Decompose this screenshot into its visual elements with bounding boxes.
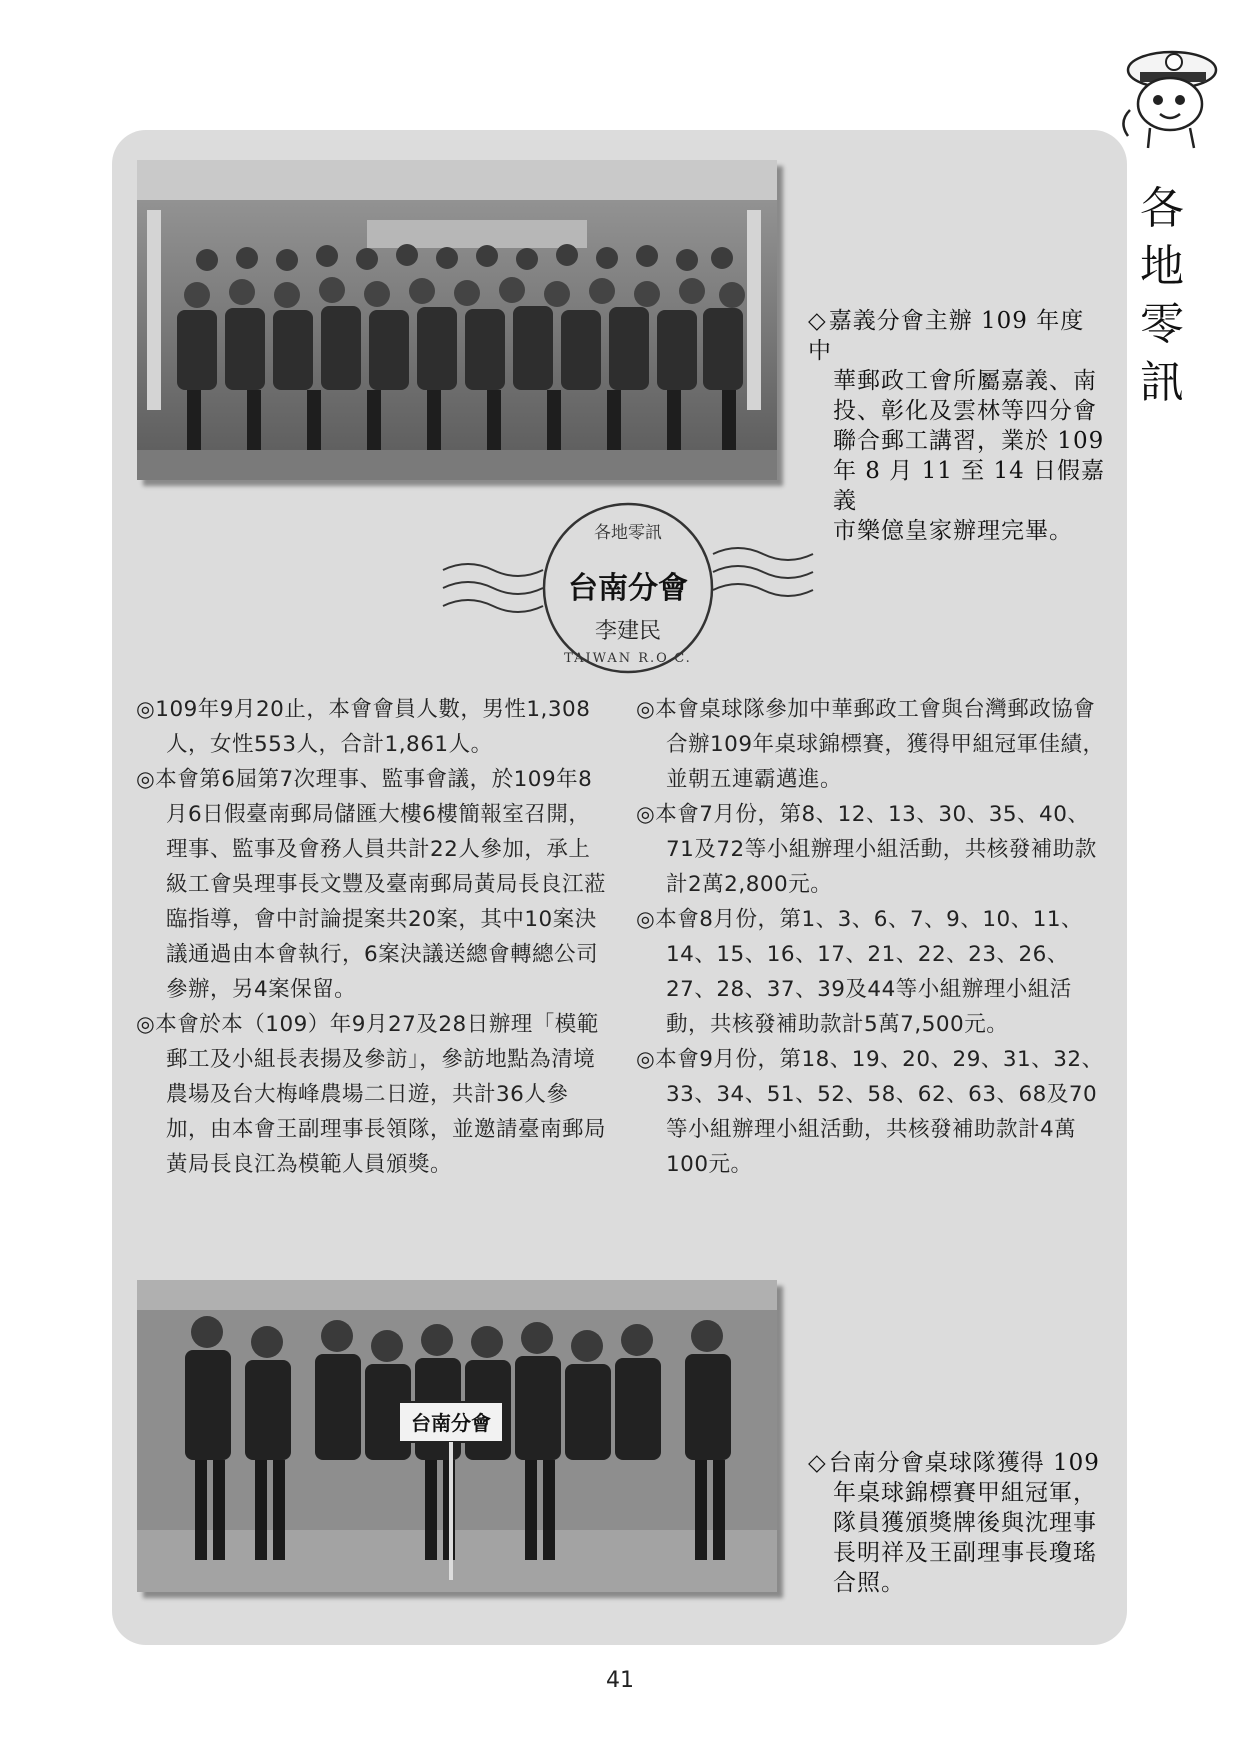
caption-line: 市樂億皇家辦理完畢。 [833, 518, 1073, 544]
caption-line: 年桌球錦標賽甲組冠軍， [833, 1480, 1097, 1506]
side-title-char: 地 [1140, 241, 1184, 292]
caption-line: 聯合郵工講習，業於 109 [833, 428, 1105, 454]
news-item: ◎本會8月份，第1、3、6、7、9、10、11、14、15、16、17、21、22、23、26、27、28、37、39及44等小組辦理小組活動，共核發補助款計5萬7,500元。 [636, 907, 1084, 1037]
table-tennis-team-photo [137, 1280, 777, 1592]
section-vertical-title [1132, 180, 1192, 412]
news-item: ◎本會於本（109）年9月27及28日辦理「模範郵工及小組長表揚及參訪」，參訪地點為清境農場及台大梅峰農場二日遊，共計36人參加，由本會王副理事長領隊，並邀請臺南郵局黃局長良江為模範人員頒獎。 [136, 1012, 607, 1177]
stamp-top-arc: 各地零訊 [594, 523, 662, 543]
side-title-char: 零 [1140, 299, 1184, 350]
caption-text: 台南分會桌球隊獲得 109 [828, 1450, 1100, 1476]
right-column-text [636, 692, 1106, 1182]
photo1-caption [808, 306, 1108, 546]
caption-line [808, 306, 1108, 366]
diamond-icon: ◇ [808, 1450, 827, 1476]
caption-line: 隊員獲頒獎牌後與沈理事 [833, 1510, 1097, 1536]
stamp-bottom-arc: TAIWAN R.O.C. [564, 651, 692, 666]
caption-line: 長明祥及王副理事長瓊瑤 [833, 1540, 1097, 1566]
postmark-stamp [438, 500, 818, 680]
team-sign-text: 台南分會 [411, 1411, 491, 1435]
page-number: 41 [606, 1668, 634, 1693]
caption-line: 年 8 月 11 至 14 日假嘉義 [833, 458, 1106, 514]
stamp-branch-name: 台南分會 [568, 571, 688, 606]
side-title-char: 訊 [1140, 357, 1184, 408]
news-item: ◎本會第6屆第7次理事、監事會議，於109年8月6日假臺南郵局儲匯大樓6樓簡報室召開，理事、監事及會務人員共計22人參加，承上級工會吳理事長文豐及臺南郵局黃局長良江蒞臨指導，會中討論提案共20案，其中10案決議通過由本會執行，6案決議送總會轉總公司參辦，另4案保留。 [136, 767, 607, 1002]
diamond-icon: ◇ [808, 308, 827, 334]
stamp-author: 李建民 [594, 619, 662, 644]
caption-line: 華郵政工會所屬嘉義、南 [833, 368, 1097, 394]
left-column-text [136, 692, 608, 1182]
group-photo [137, 160, 777, 480]
news-item: ◎本會9月份，第18、19、20、29、31、32、33、34、51、52、58、62、63、68及70等小組辦理小組活動，共核發補助款計4萬100元。 [636, 1047, 1104, 1177]
news-item: ◎本會桌球隊參加中華郵政工會與台灣郵政協會合辦109年桌球錦標賽，獲得甲組冠軍佳績，並朝五連霸邁進。 [636, 697, 1105, 792]
caption-line: 合照。 [833, 1570, 905, 1596]
photo2-caption [808, 1448, 1108, 1598]
caption-line: 投、彰化及雲林等四分會 [833, 398, 1097, 424]
news-item: ◎109年9月20止，本會會員人數，男性1,308人，女性553人，合計1,861人。 [136, 697, 591, 757]
caption-text: 嘉義分會主辦 109 年度中 [808, 308, 1085, 364]
caption-line [808, 1448, 1108, 1478]
side-title-char: 各 [1140, 183, 1184, 234]
mascot-illustration [1110, 40, 1220, 152]
news-item: ◎本會7月份，第8、12、13、30、35、40、71及72等小組辦理小組活動，共核發補助款計2萬2,800元。 [636, 802, 1097, 897]
